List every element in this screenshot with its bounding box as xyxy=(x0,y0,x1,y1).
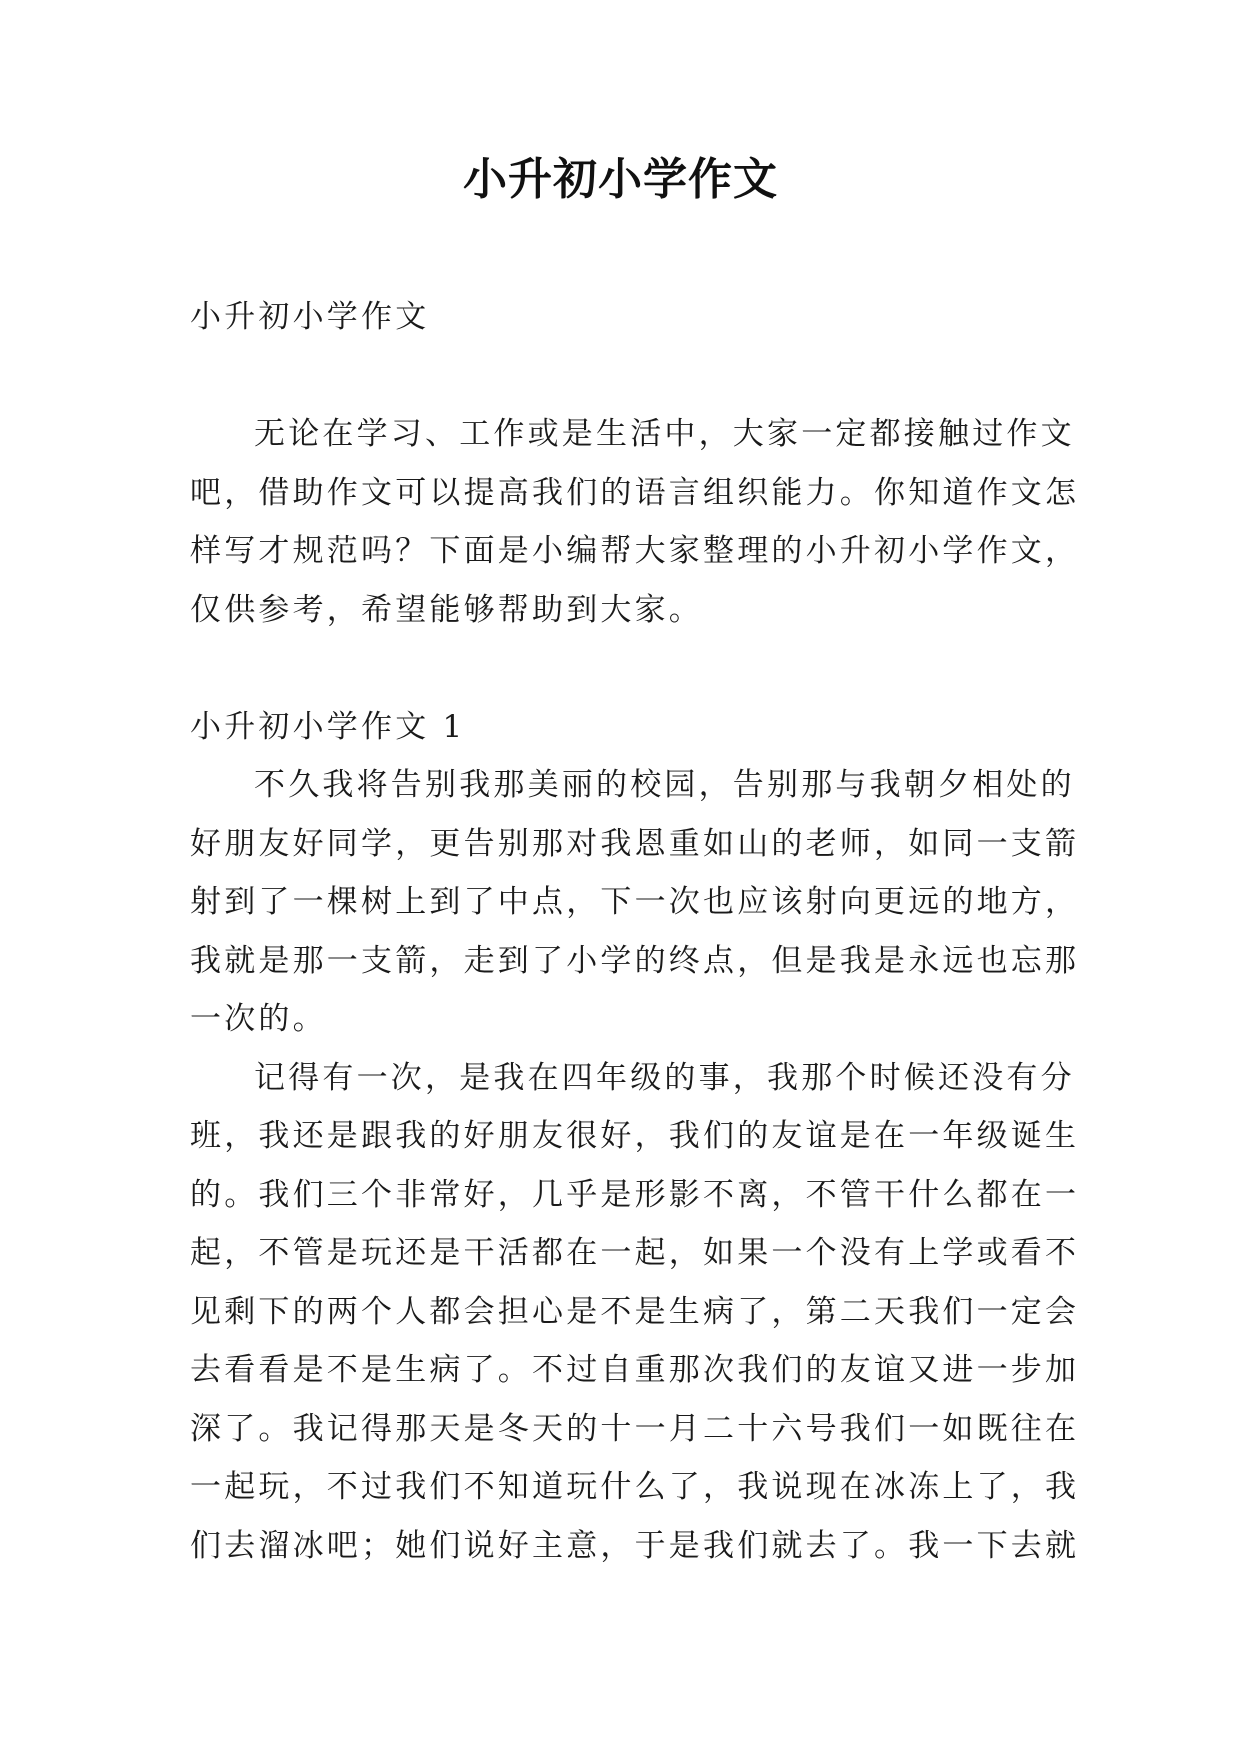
paragraph-line: 无论在学习、工作或是生活中，大家一定都接触过作文 xyxy=(254,416,1075,452)
paragraph-line: 们去溜冰吧；她们说好主意，于是我们就去了。我一下去就 xyxy=(190,1527,1080,1564)
paragraph-line: 我就是那一支箭，走到了小学的终点，但是我是永远也忘那 xyxy=(190,942,1080,979)
paragraph-line: 吧，借助作文可以提高我们的语言组织能力。你知道作文怎 xyxy=(190,474,1080,511)
intro-paragraph xyxy=(190,405,1080,639)
paragraph-line: 好朋友好同学，更告别那对我恩重如山的老师，如同一支箭 xyxy=(190,825,1080,862)
paragraph-line: 不久我将告别我那美丽的校园，告别那与我朝夕相处的 xyxy=(254,767,1075,803)
paragraph-gap xyxy=(190,347,1062,406)
paragraph-line: 的。我们三个非常好，几乎是形影不离，不管干什么都在一 xyxy=(190,1176,1080,1213)
paragraph-line: 射到了一棵树上到了中点，下一次也应该射向更远的地方， xyxy=(190,884,1080,920)
paragraph-line: 深了。我记得那天是冬天的十一月二十六号我们一如既往在 xyxy=(190,1410,1080,1447)
paragraph-line: 见剩下的两个人都会担心是不是生病了，第二天我们一定会 xyxy=(190,1293,1080,1330)
paragraph-line: 一次的。 xyxy=(190,1001,327,1037)
document-subtitle: 小升初小学作文 xyxy=(190,299,430,335)
paragraph-line: 去看看是不是生病了。不过自重那次我们的友谊又进一步加 xyxy=(190,1352,1080,1388)
paragraph-line: 仅供参考，希望能够帮助到大家。 xyxy=(190,591,703,628)
document-body xyxy=(190,288,1080,1575)
section-heading: 小升初小学作文 1 xyxy=(190,708,466,745)
paragraph-line: 班，我还是跟我的好朋友很好，我们的友谊是在一年级诞生 xyxy=(190,1118,1080,1154)
paragraph-line: 起，不管是玩还是干活都在一起，如果一个没有上学或看不 xyxy=(190,1235,1080,1271)
paragraph-line: 记得有一次，是我在四年级的事，我那个时候还没有分 xyxy=(254,1059,1075,1096)
document-title: 小升初小学作文 xyxy=(463,154,778,205)
paragraph-line: 样写才规范吗？下面是小编帮大家整理的小升初小学作文， xyxy=(190,533,1080,569)
paragraph-gap xyxy=(190,639,1062,698)
paragraph-line: 一起玩，不过我们不知道玩什么了，我说现在冰冻上了，我 xyxy=(190,1469,1080,1505)
essay-paragraph-1 xyxy=(190,756,1080,1049)
essay-paragraph-2 xyxy=(190,1049,1080,1576)
